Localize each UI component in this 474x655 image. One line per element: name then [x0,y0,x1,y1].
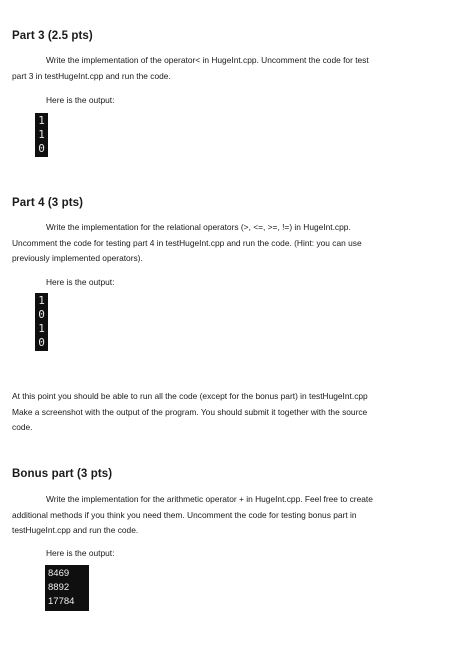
bonus-output-console [45,565,89,611]
bonus-heading: Bonus part (3 pts) [12,468,113,480]
part4-output-line-1: 1 [38,294,45,307]
bonus-line-3: testHugeInt.cpp and run the code. [12,525,139,535]
part3-heading: Part 3 (2.5 pts) [12,30,93,42]
part4-line-2: Uncomment the code for testing part 4 in testHugeInt.cpp and run the code. (Hint: you can use [12,237,362,248]
part4-output-line-2: 0 [38,308,45,321]
part4-heading: Part 4 (3 pts) [12,197,84,209]
part4-instructions [12,220,464,267]
part3-output-line-3: 0 [38,142,45,155]
summary-instructions [12,389,464,436]
part3-output-line-1: 1 [38,114,45,127]
part3-output-console [35,113,48,157]
summary-line-3: code. [12,422,33,432]
summary-line-1: At this point you should be able to run all the code (except for the bonus part) in testHugeInt.cpp [12,391,368,401]
part4-line-3: previously implemented operators). [12,253,143,263]
part4-output-line-3: 1 [38,322,45,335]
bonus-line-2: additional methods if you think you need them. Uncomment the code for testing bonus part in [12,509,357,520]
bonus-output-line-3: 17784 [48,596,75,607]
part3-line-1: Write the implementation of the operator< in HugeInt.cpp. Uncomment the code for test [46,55,369,65]
bonus-output-label: Here is the output: [46,548,115,558]
bonus-instructions [12,492,464,539]
bonus-line-1: Write the implementation for the arithmetic operator + in HugeInt.cpp. Feel free to create [46,494,373,504]
part3-line-2: part 3 in testHugeInt.cpp and run the code. [12,70,171,81]
part3-output-label: Here is the output: [46,95,115,105]
part4-output-console [35,293,48,351]
bonus-output-line-2: 8892 [48,582,70,593]
part3-instructions [12,53,464,84]
part4-output-line-4: 0 [38,336,45,349]
part3-output-line-2: 1 [38,128,45,141]
part4-output-label: Here is the output: [46,277,115,287]
part4-line-1: Write the implementation for the relational operators (>, <=, >=, !=) in HugeInt.cpp. [46,222,351,232]
bonus-output-line-1: 8469 [48,568,70,579]
summary-line-2: Make a screenshot with the output of the program. You should submit it together with the source [12,406,368,417]
